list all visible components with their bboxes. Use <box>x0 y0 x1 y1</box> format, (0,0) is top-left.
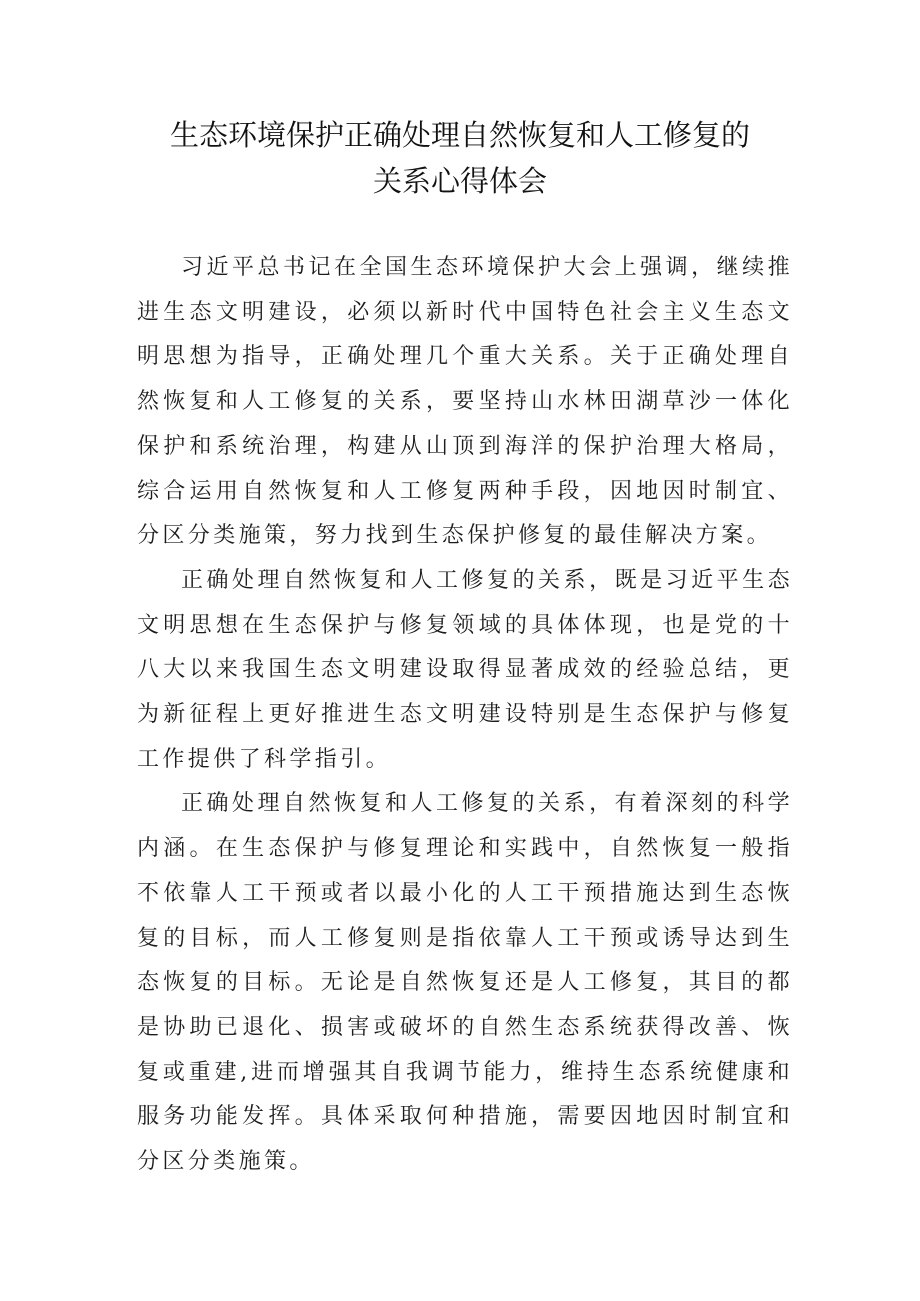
paragraph: 正确处理自然恢复和人工修复的关系，既是习近平生态文明思想在生态保护与修复领域的具体体现，也是党的十八大以来我国生态文明建设取得显著成效的经验总结，更为新征程上更好推进生态文明建设特别是生态保护与修复工作提供了科学指引。 <box>137 567 793 772</box>
paragraph: 正确处理自然恢复和人工修复的关系，有着深刻的科学内涵。在生态保护与修复理论和实践中，自然恢复一般指不依靠人工干预或者以最小化的人工干预措施达到生态恢复的目标，而人工修复则是指依靠人工干预或诱导达到生态恢复的目标。无论是自然恢复还是人工修复，其目的都是协助已退化、损害或破坏的自然生态系统获得改善、恢复或重建,进而增强其自我调节能力，维持生态系统健康和服务功能发挥。具体采取何种措施，需要因地因时制宜和分区分类施策。 <box>137 791 793 1175</box>
title-line-2: 关系心得体会 <box>372 164 547 198</box>
title-line-1: 生态环境保护正确处理自然恢复和人工修复的 <box>169 118 750 152</box>
document-body <box>137 246 793 1185</box>
document-title <box>120 112 800 204</box>
paragraph: 习近平总书记在全国生态环境保护大会上强调，继续推进生态文明建设，必须以新时代中国特色社会主义生态文明思想为指导，正确处理几个重大关系。关于正确处理自然恢复和人工修复的关系，要坚持山水林田湖草沙一体化保护和系统治理，构建从山顶到海洋的保护治理大格局，综合运用自然恢复和人工修复两种手段，因地因时制宜、分区分类施策，努力找到生态保护修复的最佳解决方案。 <box>137 255 793 549</box>
